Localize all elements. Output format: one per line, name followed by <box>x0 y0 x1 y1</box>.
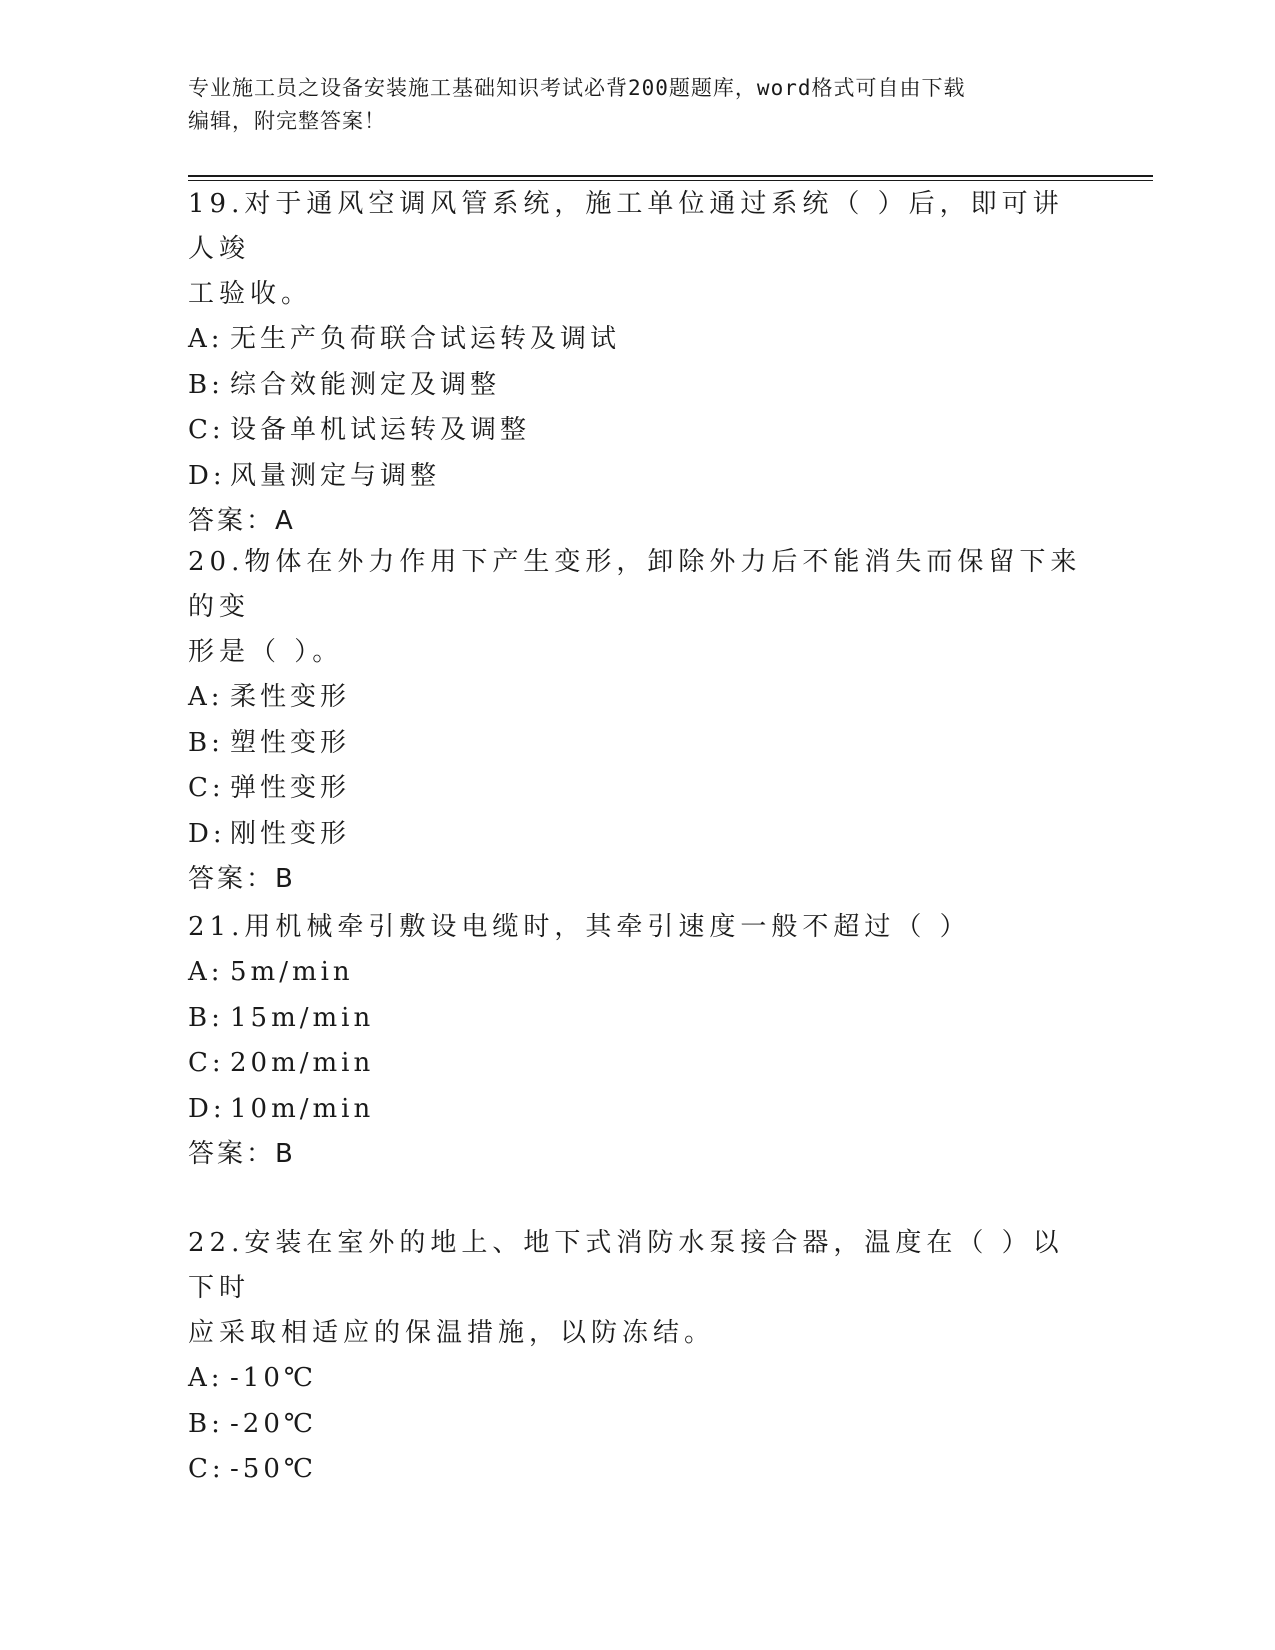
option-c <box>188 1447 1088 1493</box>
option-text: -50℃ <box>230 1454 317 1484</box>
option-key: B: <box>188 369 224 400</box>
option-text: 15m/min <box>230 1002 375 1033</box>
option-a <box>188 675 1088 721</box>
question-20 <box>188 540 1088 902</box>
option-key: B: <box>188 1408 224 1439</box>
answer-text: 答案：B <box>188 1139 296 1169</box>
question-stem-line-1: 19.对于通风空调风管系统，施工单位通过系统（ ）后，即可讲人竣 <box>188 189 1064 264</box>
header-divider-thick <box>188 175 1153 177</box>
option-key: C: <box>188 773 225 803</box>
option-b <box>188 363 1088 409</box>
option-text: 综合效能测定及调整 <box>230 369 501 400</box>
option-b <box>188 996 1088 1042</box>
option-c <box>188 1041 1088 1087</box>
option-text: 10m/min <box>230 1093 375 1124</box>
option-key: D: <box>188 460 226 491</box>
option-text: 塑性变形 <box>230 727 351 758</box>
option-key: D: <box>188 818 226 849</box>
option-text: 设备单机试运转及调整 <box>230 415 531 445</box>
option-text: 5m/min <box>230 957 354 987</box>
question-stem-line-1: 22.安装在室外的地上、地下式消防水泵接合器，温度在（ ）以下时 <box>188 1228 1064 1303</box>
document-header <box>188 72 1068 138</box>
option-key: C: <box>188 415 225 445</box>
option-text: 柔性变形 <box>230 682 351 712</box>
option-key: B: <box>188 727 224 758</box>
option-c <box>188 766 1088 812</box>
question-stem-line-2: 应采取相适应的保温措施，以防冻结。 <box>188 1318 716 1348</box>
option-d <box>188 812 1088 858</box>
question-stem <box>188 182 1088 317</box>
option-text: 无生产负荷联合试运转及调试 <box>230 324 621 354</box>
option-b <box>188 721 1088 767</box>
option-key: A: <box>188 957 224 987</box>
answer-text: 答案：B <box>188 864 296 894</box>
option-d <box>188 454 1088 500</box>
option-d <box>188 1087 1088 1133</box>
header-divider-thin <box>188 180 1153 181</box>
question-stem <box>188 540 1088 675</box>
option-a <box>188 317 1088 363</box>
header-line-1: 专业施工员之设备安装施工基础知识考试必背200题题库，word格式可自由下载 <box>188 76 966 100</box>
option-text: 20m/min <box>230 1048 375 1078</box>
question-stem <box>188 905 1088 950</box>
option-text: -10℃ <box>230 1363 317 1393</box>
option-c <box>188 408 1088 454</box>
option-key: A: <box>188 324 224 354</box>
option-key: D: <box>188 1093 226 1124</box>
option-a <box>188 950 1088 996</box>
option-key: C: <box>188 1454 225 1484</box>
option-key: C: <box>188 1048 225 1078</box>
question-21 <box>188 905 1088 1177</box>
option-text: 刚性变形 <box>230 818 351 849</box>
header-line-2: 编辑，附完整答案！ <box>188 109 386 133</box>
option-key: A: <box>188 682 224 712</box>
question-19 <box>188 182 1088 544</box>
question-stem-line-1: 20.物体在外力作用下产生变形，卸除外力后不能消失而保留下来的变 <box>188 547 1082 622</box>
option-text: 弹性变形 <box>230 773 351 803</box>
question-stem <box>188 1221 1088 1356</box>
option-a <box>188 1356 1088 1402</box>
question-22 <box>188 1221 1088 1493</box>
question-stem-line-2: 形是（ ）。 <box>188 637 344 667</box>
question-stem-line-1: 21.用机械牵引敷设电缆时，其牵引速度一般不超过（ ） <box>188 912 971 942</box>
option-b <box>188 1402 1088 1448</box>
option-key: A: <box>188 1363 224 1393</box>
option-key: B: <box>188 1002 224 1033</box>
option-text: -20℃ <box>230 1408 317 1439</box>
option-text: 风量测定与调整 <box>230 460 441 491</box>
answer-text: 答案：A <box>188 506 296 536</box>
question-stem-line-2: 工验收。 <box>188 279 313 309</box>
